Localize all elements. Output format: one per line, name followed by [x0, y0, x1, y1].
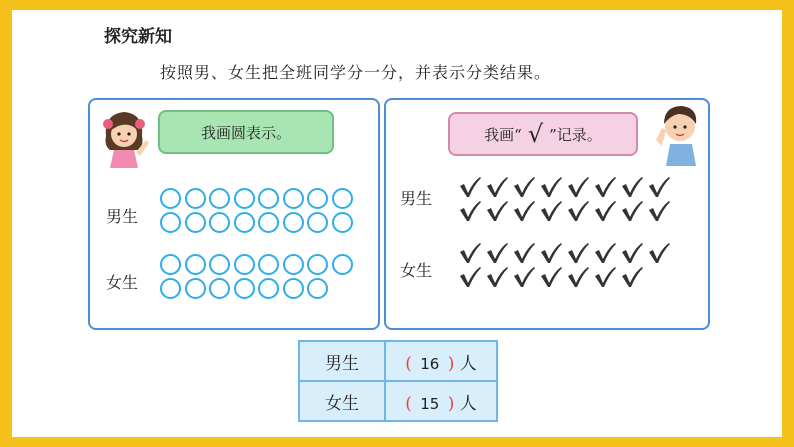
checkmark-icon	[566, 176, 593, 200]
tally-circle	[283, 254, 304, 275]
checkmark-icon	[512, 266, 539, 290]
girls-circle-group	[160, 254, 356, 302]
tally-circle	[209, 188, 230, 209]
checkmark-icon	[620, 266, 647, 290]
checkmark-icon	[647, 176, 674, 200]
checkmark-icon	[620, 242, 647, 266]
tally-circle	[307, 212, 328, 233]
tally-circle	[234, 188, 255, 209]
checkmark-icon	[566, 242, 593, 266]
tally-circle	[283, 278, 304, 299]
open-paren: (	[405, 353, 412, 374]
circle-speech-bubble: 我画圆表示。	[158, 110, 334, 154]
circle-panel	[88, 98, 380, 330]
girls-table-value	[385, 381, 497, 421]
tally-circle	[185, 188, 206, 209]
checkmark-icon	[539, 266, 566, 290]
girls-check-group	[458, 242, 674, 290]
table-row	[299, 341, 497, 381]
checkmark-icon	[593, 242, 620, 266]
girls-count: 15	[420, 394, 440, 413]
tally-circle	[258, 212, 279, 233]
tally-circle	[332, 188, 353, 209]
checkmark-icon	[512, 176, 539, 200]
checkmark-icon	[593, 266, 620, 290]
checkmark-icon	[593, 200, 620, 224]
boys-count: 16	[420, 354, 440, 373]
checkmark-icon	[458, 242, 485, 266]
checkmark-icon	[566, 200, 593, 224]
tally-circle	[307, 254, 328, 275]
boys-table-value	[385, 341, 497, 381]
checkmark-icon	[458, 266, 485, 290]
tally-circle	[307, 278, 328, 299]
girls-row-label: 女生	[106, 273, 139, 292]
tally-circle	[160, 254, 181, 275]
checkmark-icon	[620, 200, 647, 224]
open-paren: (	[405, 393, 412, 414]
checkmark-icon	[647, 242, 674, 266]
tally-circle	[283, 212, 304, 233]
checkmark-icon	[647, 200, 674, 224]
tally-circle	[258, 278, 279, 299]
girls-check-row-label: 女生	[400, 261, 433, 280]
tally-circle	[209, 254, 230, 275]
checkmark-symbol: √	[527, 120, 544, 148]
boys-check-row-label: 男生	[400, 189, 433, 208]
tally-circle	[258, 254, 279, 275]
checkmark-icon	[485, 242, 512, 266]
checkmark-icon	[485, 266, 512, 290]
checkmark-icon	[512, 200, 539, 224]
checkmark-icon	[485, 176, 512, 200]
check-speech-bubble	[448, 112, 638, 156]
close-paren: )	[447, 353, 455, 374]
checkmark-icon	[458, 176, 485, 200]
checkmark-icon	[512, 242, 539, 266]
tally-circle	[185, 254, 206, 275]
close-paren: )	[447, 393, 455, 414]
speech-text-after: ”记录。	[549, 125, 602, 144]
tally-circle	[160, 278, 181, 299]
boy-figure-icon	[648, 100, 708, 176]
tally-circle	[160, 188, 181, 209]
unit-label: 人	[459, 393, 477, 414]
boys-check-group	[458, 176, 674, 224]
tally-circle	[209, 278, 230, 299]
checkmark-icon	[539, 200, 566, 224]
tally-circle	[332, 212, 353, 233]
checkmark-icon	[620, 176, 647, 200]
girls-table-label: 女生	[299, 381, 385, 421]
tally-circle	[185, 212, 206, 233]
tally-circle	[160, 212, 181, 233]
girl-figure-icon	[96, 106, 154, 180]
checkmark-icon	[539, 176, 566, 200]
section-title: 探究新知	[104, 27, 172, 47]
result-table	[298, 340, 498, 422]
checkmark-icon	[566, 266, 593, 290]
checkmark-icon	[485, 200, 512, 224]
tally-circle	[234, 254, 255, 275]
tally-circle	[332, 254, 353, 275]
tally-circle	[283, 188, 304, 209]
boys-table-label: 男生	[299, 341, 385, 381]
tally-circle	[234, 278, 255, 299]
tally-circle	[234, 212, 255, 233]
check-panel	[384, 98, 710, 330]
checkmark-icon	[593, 176, 620, 200]
instruction-text: 按照男、女生把全班同学分一分，并表示分类结果。	[160, 63, 552, 82]
boys-circle-group	[160, 188, 356, 236]
tally-circle	[185, 278, 206, 299]
checkmark-icon	[539, 242, 566, 266]
boys-row-label: 男生	[106, 207, 139, 226]
table-row	[299, 381, 497, 421]
tally-circle	[209, 212, 230, 233]
unit-label: 人	[459, 353, 477, 374]
speech-text-before: 我画“	[484, 125, 522, 144]
checkmark-icon	[458, 200, 485, 224]
tally-circle	[258, 188, 279, 209]
tally-circle	[307, 188, 328, 209]
